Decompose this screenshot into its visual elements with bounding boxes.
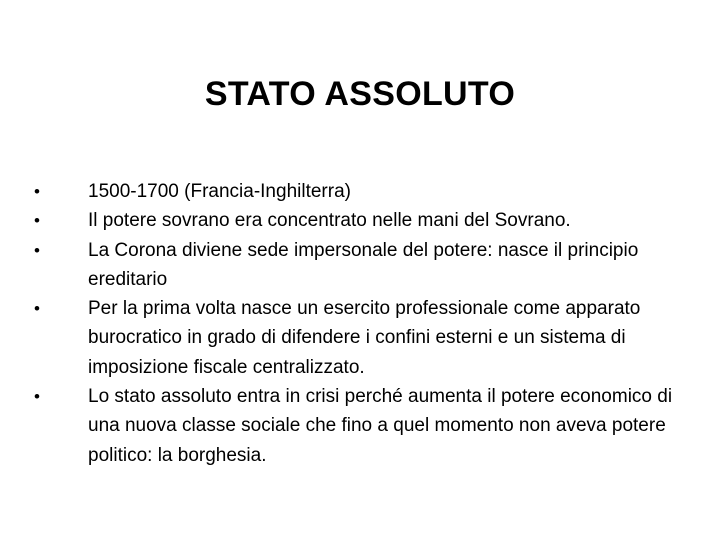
bullet-text: Lo stato assoluto entra in crisi perché aumenta il potere economico di una nuova classe sociale che fino a quel momento non aveva potere politico: la borghesia. — [88, 386, 673, 466]
bullet-list — [30, 177, 680, 470]
bullet-text: La Corona diviene sede impersonale del potere: nasce il principio ereditario — [88, 239, 639, 290]
bullet-icon: • — [34, 211, 40, 231]
bullet-text: 1500-1700 (Francia-Inghilterra) — [88, 181, 351, 202]
bullet-icon: • — [34, 387, 40, 407]
bullet-text: Il potere sovrano era concentrato nelle mani del Sovrano. — [88, 210, 571, 232]
bullet-icon: • — [34, 240, 40, 260]
bullet-item — [30, 294, 680, 382]
slide-title: STATO ASSOLUTO — [204, 75, 516, 113]
bullet-item — [30, 177, 680, 206]
bullet-item — [30, 382, 680, 470]
bullet-item — [30, 206, 680, 235]
bullet-item — [30, 236, 680, 295]
bullet-icon: • — [34, 299, 40, 319]
bullet-text: Per la prima volta nasce un esercito professionale come apparato burocratico in grado di difendere i confini esterni e un sistema di imposizione fiscale centralizzato. — [88, 298, 641, 378]
bullet-icon: • — [34, 182, 40, 201]
